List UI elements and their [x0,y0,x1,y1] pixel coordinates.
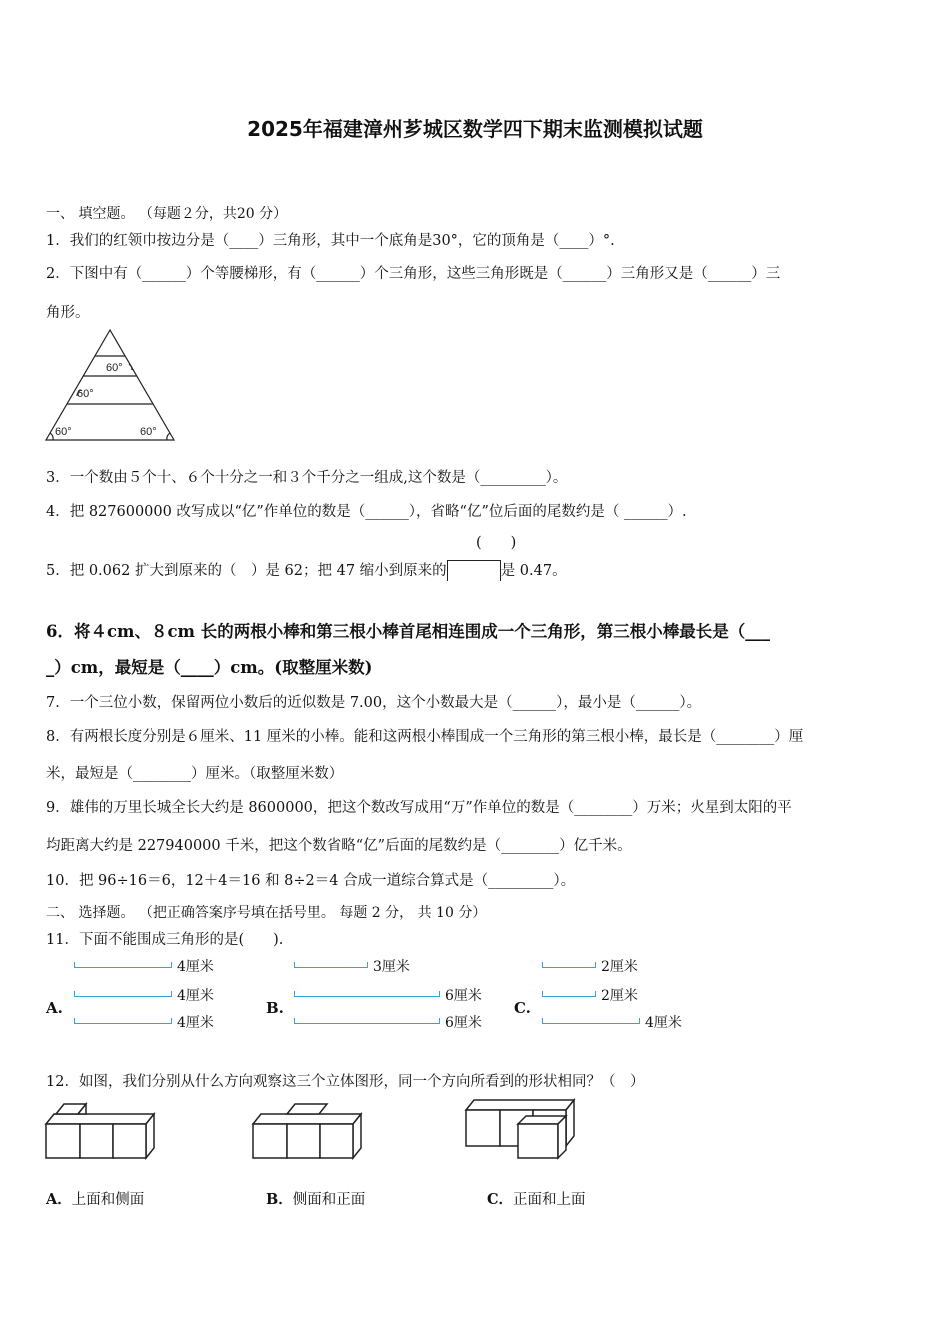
solid-figure-3 [464,1096,578,1162]
question-2-line-2: 角形。 [46,305,90,321]
segment-c-2-label: 2厘米 [601,988,638,1004]
q12-option-c-label: C． [487,1191,514,1208]
segment-b-2-label: 6厘米 [445,988,482,1004]
question-3: 3．一个数由５个十、６个十分之一和３个千分之一组成,这个数是（_________）。 [46,470,568,486]
question-4: 4．把 827600000 改写成以“亿”作单位的数是（______），省略“亿”位后面的尾数约是（ ______）. [46,504,687,520]
page-title: 2025年福建漳州芗城区数学四下期末监测模拟试题 [247,117,703,141]
option-b-label: B. [266,999,284,1017]
segment-c-1-label: 2厘米 [601,959,638,975]
angle-arc-1 [129,364,132,370]
segment-b-3-label: 6厘米 [445,1015,482,1031]
angle-label-3: 60° [55,426,72,438]
question-8-line-2: 米，最短是（________）厘米。（取整厘米数） [46,766,344,782]
trapezoid-triangle-figure [44,326,178,444]
question-5-part-b: 是 0.47。 [500,563,567,579]
q12-option-a-text: 上面和侧面 [71,1192,145,1208]
segment-b-2 [294,991,440,997]
solid-figure-2 [251,1100,365,1162]
outer-triangle [46,330,174,440]
angle-label-2: 60° [77,388,94,400]
question-7: 7．一个三位小数，保留两位小数后的近似数是 7.00，这个小数最大是（______），最小是（______）。 [46,695,702,711]
question-1: 1．我们的红领巾按边分是（____）三角形，其中一个底角是30°，它的顶角是（____）°. [46,233,615,249]
q12-option-c [487,1188,586,1209]
question-10: 10．把 96÷16＝6，12＋4＝16 和 8÷2＝4 合成一道综合算式是（_________）。 [46,873,576,889]
question-2-line-1: 2．下图中有（______）个等腰梯形，有（______）个三角形，这些三角形既是（______）三角形又是（______）三 [46,266,781,282]
segment-b-3 [294,1018,440,1024]
section-1-heading: 一、 填空题。 （每题２分，共20 分） [46,206,288,222]
question-9-line-2: 均距离大约是 227940000 千米，把这个数省略“亿”后面的尾数约是（________）亿千米。 [46,838,632,854]
angle-label-4: 60° [140,426,157,438]
segment-a-1 [74,962,172,968]
angle-arc-4 [167,433,170,440]
question-9-line-1: 9．雄伟的万里长城全长大约是 8600000，把这个数改写成用“万”作单位的数是（________）万米；火星到太阳的平 [46,800,792,816]
segment-a-2-label: 4厘米 [177,988,214,1004]
section-2-heading: 二、 选择题。 （把正确答案序号填在括号里。 每题 2 分， 共 10 分） [46,905,487,921]
solid-figure-1 [44,1100,158,1162]
segment-c-2 [542,991,596,997]
angle-arc-3 [50,433,53,440]
q12-option-a-label: A． [46,1191,72,1208]
question-5-blank-box [447,560,501,581]
option-c-label: C. [514,999,531,1017]
segment-a-3 [74,1018,172,1024]
segment-b-1 [294,962,368,968]
q12-option-a [46,1188,144,1209]
q12-option-b [266,1188,365,1209]
segment-a-3-label: 4厘米 [177,1015,214,1031]
q12-option-b-text: 侧面和正面 [292,1192,366,1208]
segment-c-3-label: 4厘米 [645,1015,682,1031]
question-5-fraction-top: ( ) [476,535,517,551]
segment-c-3 [542,1018,640,1024]
option-a-label: A. [46,999,63,1017]
angle-label-1: 60° [106,362,123,374]
q12-option-c-text: 正面和上面 [513,1192,586,1208]
segment-c-1 [542,962,596,968]
question-6-line-2: _）cm，最短是（____）cm。(取整厘米数) [46,658,373,677]
question-5 [46,559,567,581]
question-5-part-a: 5．把 0.062 扩大到原来的（ ）是 62；把 47 缩小到原来的 [46,563,447,579]
segment-b-1-label: 3厘米 [373,959,410,975]
q12-option-b-label: B． [266,1191,293,1208]
segment-a-1-label: 4厘米 [177,959,214,975]
question-12: 12．如图，我们分别从什么方向观察这三个立体图形，同一个方向所看到的形状相同？（ ） [46,1074,645,1090]
question-8-line-1: 8．有两根长度分别是６厘米、11 厘米的小棒。能和这两根小棒围成一个三角形的第三根小棒，最长是（________）厘 [46,729,804,745]
question-6-line-1: 6．将４cm、８cm 长的两根小棒和第三根小棒首尾相连围成一个三角形，第三根小棒最长是（___ [46,622,770,641]
question-11: 11．下面不能围成三角形的是( ). [46,932,284,948]
segment-a-2 [74,991,172,997]
